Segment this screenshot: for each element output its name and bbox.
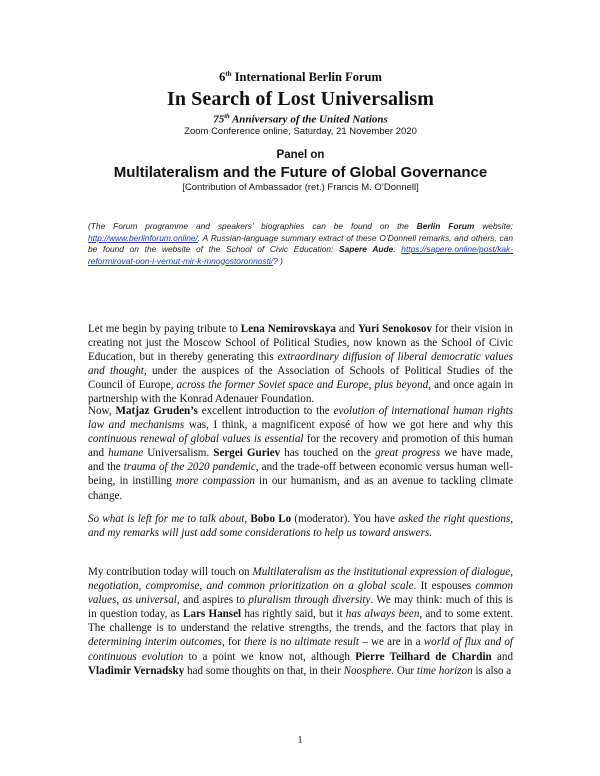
paragraph-4: My contribution today will touch on Multilateralism as the institutional expression of dialogue, negotiation, compromise, and common prioritization on a global scale. It espouses common values, as universal, and aspires to pluralism through diversity. We may think: much of this is in question today, as Lars Hansel has rightly said, but it has always been, and to some extent. The challenge is to understand the relative strengths, the trends, and the factors that play in determining interim outcomes, for there is no ultimate result – we are in a world of flux and of continuous evolution to a point we know not, although Pierre Teilhard de Chardin and Vladimir Vernadsky had some thoughts on that, in their Noosphere. Our time horizon is also a <box>88 566 514 677</box>
paragraph-3: So what is left for me to talk about, Bobo Lo (moderator). You have asked the right questions, and my remarks will just add some considerations to help us toward answers. <box>88 513 513 540</box>
contribution-line: [Contribution of Ambassador (ret.) Francis M. O’Donnell] <box>182 182 419 193</box>
forum-note: (The Forum programme and speakers’ biographies can be found on the Berlin Forum website: http://www.berlinforum.online/. A Russian-language summary extract of these O’Donnell remarks, and others, can be found on the website of the School of Civic Education: Sapere Aude: https://sapere.online/post/kak-reformirovat-oon-i-vernut-mir-k-mnogostoronnosti/? ) <box>88 221 514 266</box>
panel-label: Panel on <box>276 149 325 161</box>
paragraph-1: Let me begin by paying tribute to Lena Nemirovskaya and Yuri Senokosov for their vision in creating not just the Moscow School of Political Studies, now known as the School of Civic Education, but in thereby generating this extraordinary diffusion of liberal democratic values and thought, under the auspices of the Association of Schools of Political Studies of the Council of Europe, across the former Soviet space and Europe, plus beyond, and once again in partnership with the Konrad Adenauer Foundation. <box>88 323 514 406</box>
panel-title: Multilateralism and the Future of Global Governance <box>113 164 488 181</box>
forum-heading: 6th International Berlin Forum <box>219 70 382 85</box>
berlin-forum-link[interactable]: http://www.berlinforum.online/ <box>88 232 198 243</box>
sapere-aude-link[interactable]: https://sapere.online/post/kak-reformirovat-oon-i-vernut-mir-k-mnogostoronnosti/ <box>88 244 514 266</box>
page-number: 1 <box>297 735 303 746</box>
anniversary-subtitle: 75th Anniversary of the United Nations <box>213 113 388 126</box>
conference-info: Zoom Conference online, Saturday, 21 November 2020 <box>184 126 417 137</box>
page-title: In Search of Lost Universalism <box>166 88 435 110</box>
paragraph-2: Now, Matjaz Gruden’s excellent introduction to the evolution of international human rights law and mechanisms was, I think, a magnificent exposé of how we got here and why this continuous renewal of global values is essential for the recovery and promotion of this human and humane Universalism. Sergei Guriev has touched on the great progress we have made, and the trauma of the 2020 pandemic, and the trade-off between economic versus human well-being, in instilling more compassion in our humanism, and as an avenue to tackling climate change. <box>88 405 514 502</box>
